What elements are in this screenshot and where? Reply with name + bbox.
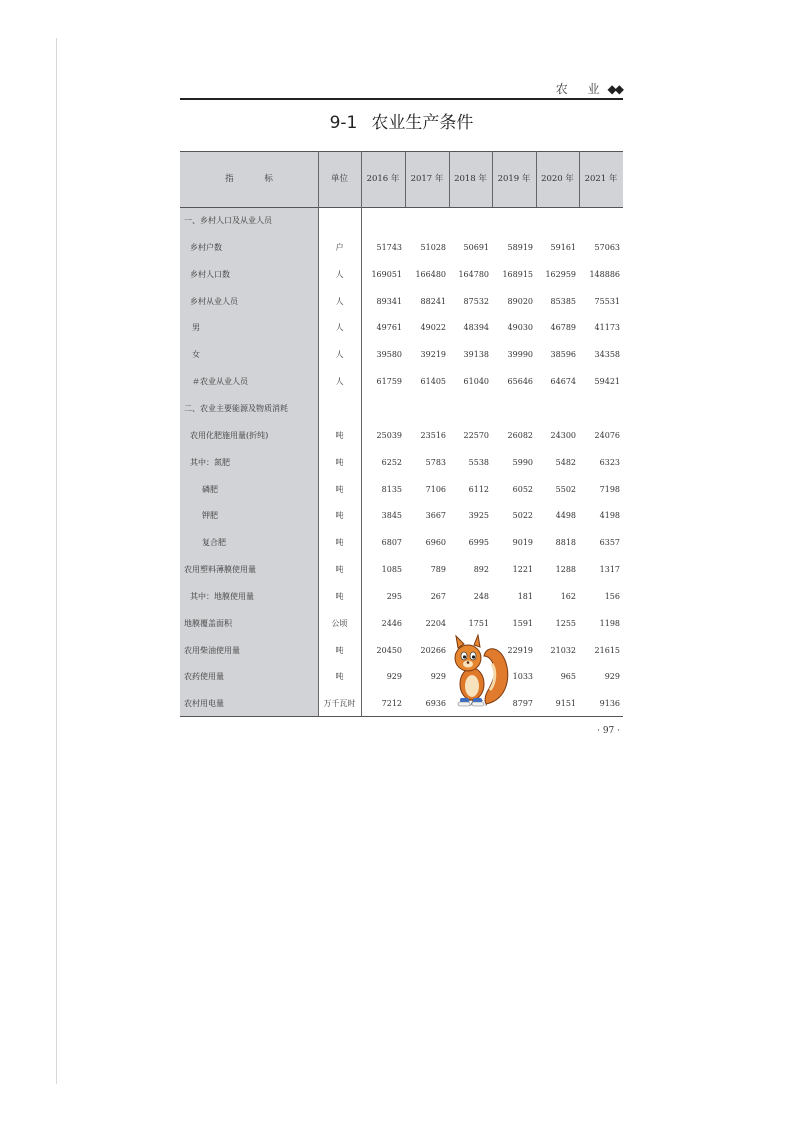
value-cell: 929 (604, 672, 620, 682)
value-cell: 61759 (376, 377, 402, 387)
column-header-indicator: 指 标 (225, 174, 287, 184)
row-indicator-name: ＃农业从业人员 (192, 377, 248, 387)
row-unit: 吨 (335, 457, 344, 467)
row-unit: 人 (335, 296, 344, 306)
value-cell: 59421 (594, 377, 620, 387)
value-cell: 59161 (550, 242, 576, 252)
value-cell: 164780 (458, 269, 489, 279)
value-cell: 5990 (512, 457, 533, 467)
value-cell (406, 396, 446, 422)
column-header-year: 2021 年 (584, 174, 618, 184)
value-cell: 8797 (512, 699, 533, 709)
value-cell: 23516 (420, 430, 446, 440)
value-cell: 6357 (599, 538, 620, 548)
diamond-icon: ◆◆ (607, 82, 622, 96)
value-cell: 64674 (550, 377, 576, 387)
value-cell: 8135 (381, 484, 402, 494)
row-indicator-name: 乡村户数 (190, 242, 222, 252)
value-cell: 41173 (594, 323, 620, 333)
value-cell: 5783 (425, 457, 446, 467)
value-cell: 22919 (507, 645, 533, 655)
page-number: · 97 · (597, 726, 620, 736)
value-cell: 24076 (594, 430, 620, 440)
value-cell (580, 208, 620, 234)
table-row (180, 369, 623, 395)
value-cell: 789 (430, 565, 446, 575)
value-cell: 39580 (376, 350, 402, 360)
value-cell: 4198 (599, 511, 620, 521)
row-indicator-name: 男 (192, 323, 200, 333)
column-header-year: 2017 年 (410, 174, 444, 184)
value-cell: 88241 (420, 296, 446, 306)
value-cell: 39138 (463, 350, 489, 360)
row-indicator-name: 乡村从业人员 (190, 296, 238, 306)
row-unit: 吨 (335, 565, 344, 575)
value-cell: 6936 (425, 699, 446, 709)
value-cell: 8818 (555, 538, 576, 548)
row-indicator-name: 磷肥 (202, 484, 218, 494)
column-header-year: 2019 年 (497, 174, 531, 184)
row-unit (318, 208, 361, 234)
value-cell: 1198 (599, 618, 620, 628)
page-title (180, 108, 623, 133)
value-cell: 5022 (512, 511, 533, 521)
value-cell (362, 396, 402, 422)
row-unit: 人 (335, 269, 344, 279)
header-rule (180, 98, 623, 100)
value-cell: 2204 (425, 618, 446, 628)
value-cell: 5538 (468, 457, 489, 467)
row-indicator-name: 农村用电量 (184, 699, 224, 709)
table-row (180, 477, 623, 503)
value-cell (406, 208, 446, 234)
row-unit: 户 (335, 242, 344, 252)
table-row (180, 557, 623, 583)
value-cell (580, 396, 620, 422)
value-cell (362, 208, 402, 234)
row-unit: 吨 (335, 645, 344, 655)
row-unit (318, 396, 361, 422)
row-indicator-name: 地膜覆盖面积 (184, 618, 232, 628)
value-cell: 6807 (381, 538, 402, 548)
value-cell: 48394 (463, 323, 489, 333)
table-row (180, 530, 623, 556)
table-row (180, 638, 623, 664)
value-cell: 162959 (545, 269, 576, 279)
table-row (180, 208, 623, 234)
value-cell: 6323 (599, 457, 620, 467)
value-cell: 50691 (463, 242, 489, 252)
value-cell: 22570 (463, 430, 489, 440)
row-indicator-name: 其中：地膜使用量 (190, 591, 254, 601)
table-row (180, 235, 623, 261)
value-cell: 49022 (420, 323, 446, 333)
value-cell: 162 (560, 591, 576, 601)
value-cell: 166480 (415, 269, 446, 279)
value-cell: 1255 (555, 618, 576, 628)
value-cell: 6995 (468, 538, 489, 548)
value-cell: 2446 (381, 618, 402, 628)
value-cell: 24300 (550, 430, 576, 440)
value-cell: 9019 (512, 538, 533, 548)
table-row (180, 584, 623, 610)
value-cell: 34358 (594, 350, 620, 360)
value-cell: 61040 (463, 377, 489, 387)
value-cell: 20266 (420, 645, 446, 655)
value-cell: 7106 (425, 484, 446, 494)
value-cell: 169051 (371, 269, 402, 279)
value-cell: 51743 (376, 242, 402, 252)
value-cell: 1033 (512, 672, 533, 682)
value-cell: 6052 (512, 484, 533, 494)
value-cell (536, 396, 576, 422)
value-cell: 1317 (599, 565, 620, 575)
value-cell: 1591 (512, 618, 533, 628)
value-cell: 267 (430, 591, 446, 601)
row-indicator-name: 二、农业主要能源及物质消耗 (184, 403, 288, 413)
row-indicator-name: 农用塑料薄膜使用量 (184, 565, 256, 575)
row-unit: 人 (335, 323, 344, 333)
value-cell: 892 (473, 565, 489, 575)
squirrel-mascot-icon (446, 634, 512, 710)
value-cell: 65646 (507, 377, 533, 387)
row-unit: 公顷 (331, 618, 348, 628)
section-header (540, 80, 622, 98)
value-cell: 89341 (376, 296, 402, 306)
table-row (180, 691, 623, 717)
value-cell (536, 208, 576, 234)
value-cell: 85385 (550, 296, 576, 306)
row-indicator-name: 乡村人口数 (190, 269, 230, 279)
value-cell: 49761 (376, 323, 402, 333)
value-cell: 49030 (507, 323, 533, 333)
value-cell: 6960 (425, 538, 446, 548)
column-header-unit: 单位 (330, 174, 348, 184)
value-cell: 89020 (507, 296, 533, 306)
value-cell: 25039 (376, 430, 402, 440)
value-cell: 9136 (599, 699, 620, 709)
value-cell: 6252 (381, 457, 402, 467)
value-cell: 248 (473, 591, 489, 601)
row-unit: 万千瓦时 (323, 699, 356, 709)
value-cell: 1085 (381, 565, 402, 575)
table-row (180, 396, 623, 422)
value-cell: 5502 (555, 484, 576, 494)
table-row (180, 342, 623, 368)
table-row (180, 315, 623, 341)
row-indicator-name: 钾肥 (202, 511, 218, 521)
value-cell: 20450 (376, 645, 402, 655)
value-cell: 21032 (550, 645, 576, 655)
section-label: 农 业 (555, 82, 608, 96)
value-cell: 4498 (555, 511, 576, 521)
column-header-year: 2020 年 (541, 174, 574, 184)
row-indicator-name: 其中：氮肥 (190, 457, 230, 467)
row-unit: 吨 (335, 591, 344, 601)
value-cell: 929 (386, 672, 402, 682)
table-row (180, 503, 623, 529)
value-cell: 46789 (550, 323, 576, 333)
row-unit: 吨 (335, 511, 344, 521)
table-row (180, 664, 623, 690)
value-cell (493, 396, 533, 422)
value-cell: 168915 (502, 269, 533, 279)
value-cell: 181 (517, 591, 533, 601)
value-cell: 1751 (468, 618, 489, 628)
value-cell (493, 208, 533, 234)
value-cell: 5482 (555, 457, 576, 467)
value-cell: 39990 (507, 350, 533, 360)
row-indicator-name: 复合肥 (202, 538, 226, 548)
row-indicator-name: 农用柴油使用量 (184, 645, 240, 655)
value-cell: 7212 (381, 699, 402, 709)
table-row (180, 262, 623, 288)
row-unit: 吨 (335, 484, 344, 494)
value-cell: 58919 (507, 242, 533, 252)
value-cell: 1288 (555, 565, 576, 575)
value-cell (449, 396, 489, 422)
table-number: 9-1 (329, 113, 358, 133)
value-cell: 156 (604, 591, 620, 601)
row-indicator-name: 农用化肥施用量(折纯) (190, 430, 269, 440)
row-indicator-name: 女 (192, 350, 200, 360)
value-cell: 26082 (507, 430, 533, 440)
value-cell: 295 (386, 591, 402, 601)
column-header-year: 2018 年 (454, 174, 487, 184)
value-cell: 3667 (425, 511, 446, 521)
value-cell: 965 (560, 672, 576, 682)
table-row (180, 423, 623, 449)
value-cell: 75531 (594, 296, 620, 306)
value-cell: 7198 (599, 484, 620, 494)
row-unit: 人 (335, 350, 344, 360)
data-table (180, 151, 623, 717)
table-row (180, 450, 623, 476)
value-cell: 61405 (420, 377, 446, 387)
page-binding-line (56, 38, 57, 1084)
value-cell: 38596 (550, 350, 576, 360)
value-cell: 9151 (555, 699, 576, 709)
value-cell: 21615 (594, 645, 620, 655)
value-cell: 3845 (381, 511, 402, 521)
value-cell: 1221 (512, 565, 533, 575)
row-unit: 吨 (335, 538, 344, 548)
value-cell: 148886 (589, 269, 620, 279)
row-unit: 吨 (335, 672, 344, 682)
table-row (180, 289, 623, 315)
table-row (180, 611, 623, 637)
value-cell: 87532 (463, 296, 489, 306)
column-header-year: 2016 年 (366, 174, 400, 184)
value-cell (449, 208, 489, 234)
table-title: 农业生产条件 (371, 113, 474, 133)
value-cell: 3925 (468, 511, 489, 521)
value-cell: 39219 (420, 350, 446, 360)
row-indicator-name: 一、乡村人口及从业人员 (184, 216, 272, 225)
value-cell: 929 (430, 672, 446, 682)
row-unit: 人 (335, 377, 344, 387)
value-cell: 51028 (420, 242, 446, 252)
value-cell: 57063 (594, 242, 620, 252)
row-indicator-name: 农药使用量 (184, 672, 224, 682)
row-unit: 吨 (335, 430, 344, 440)
value-cell: 6112 (468, 484, 489, 494)
